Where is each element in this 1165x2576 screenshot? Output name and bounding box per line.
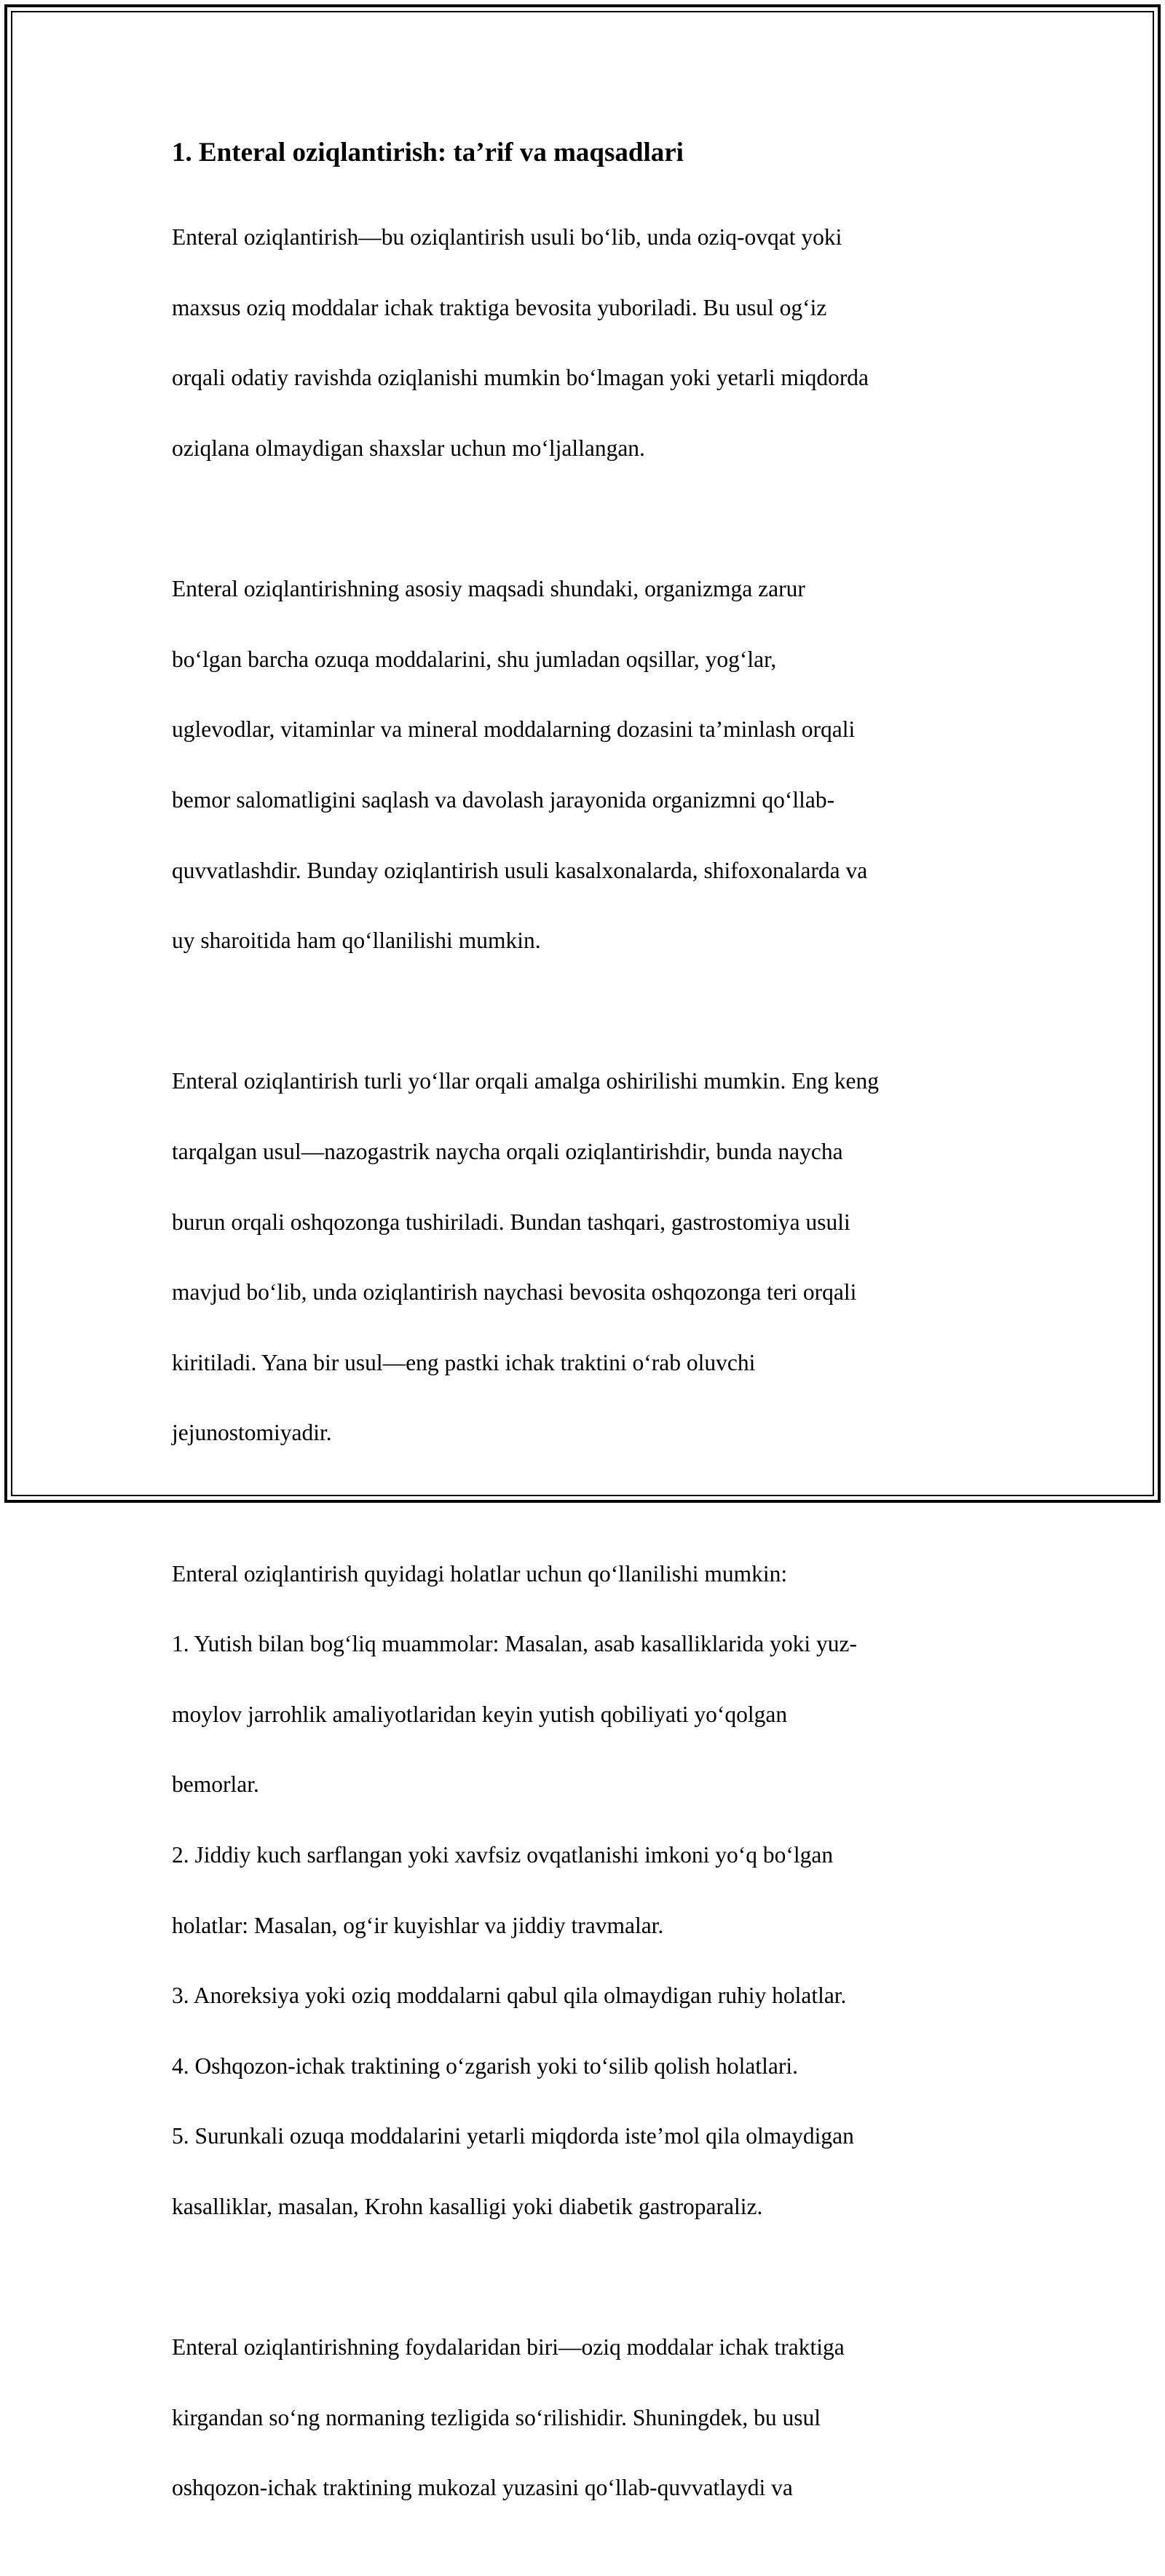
text-line: maxsus oziq moddalar ichak traktiga bevosita yuboriladi. Bu usul og‘iz [172, 294, 827, 320]
text-line: 2. Jiddiy kuch sarflangan yoki xavfsiz ovqatlanishi imkoni yo‘q bo‘lgan [172, 1841, 834, 1868]
text-line: moylov jarrohlik amaliyotlaridan keyin yutish qobiliyati yo‘qolgan [172, 1701, 788, 1727]
text-line: oshqozon-ichak traktining mukozal yuzasini qo‘llab-quvvatlaydi va [172, 2475, 793, 2501]
text-line: 3. Anoreksiya yoki oziq moddalarni qabul qila olmaydigan ruhiy holatlar. [172, 1983, 847, 2009]
text-line: kirgandan so‘ng normaning tezligida so‘rilishidir. Shuningdek, bu usul [172, 2404, 821, 2430]
text-line: 5. Surunkali ozuqa moddalarini yetarli miqdorda iste’mol qila olmaydigan [172, 2123, 854, 2149]
section-heading: 1. Enteral oziqlantirish: ta’rif va maqsadlari [172, 138, 684, 167]
text-line: holatlar: Masalan, og‘ir kuyishlar va jiddiy travmalar. [172, 1912, 664, 1938]
text-line: burun orqali oshqozonga tushiriladi. Bundan tashqari, gastrostomiya usuli [172, 1209, 850, 1235]
text-line: bemor salomatligini saqlash va davolash jarayonida organizmni qo‘llab- [172, 787, 835, 813]
text-line: oziqlana olmaydigan shaxslar uchun mo‘ljallangan. [172, 435, 645, 462]
text-line: Enteral oziqlantirish turli yo‘llar orqali amalga oshirilishi mumkin. Eng keng [172, 1068, 880, 1094]
paragraph-benefits [172, 2295, 1002, 2541]
text-line: uy sharoitida ham qo‘llanilishi mumkin. [172, 928, 541, 954]
text-line: Enteral oziqlantirish quyidagi holatlar uchun qo‘llanilishi mumkin: [172, 1560, 788, 1587]
text-line: uglevodlar, vitaminlar va mineral moddalarning dozasini ta’minlash orqali [172, 716, 856, 743]
paragraph-purpose [172, 537, 1002, 994]
text-line: bemorlar. [172, 1771, 259, 1798]
paragraph-definition [172, 185, 1002, 502]
text-line: 4. Oshqozon-ichak traktining o‘zgarish yoki to‘silib qolish holatlari. [172, 2052, 798, 2079]
text-line: Enteral oziqlantirishning foydalaridan biri—oziq moddalar ichak traktiga [172, 2334, 845, 2360]
document-body [172, 135, 1002, 2576]
text-line: mavjud bo‘lib, unda oziqlantirish naychasi bevosita oshqozonga teri orqali [172, 1279, 857, 1305]
text-line: orqali odatiy ravishda oziqlanishi mumkin bo‘lmagan yoki yetarli miqdorda [172, 365, 869, 391]
text-line: kasalliklar, masalan, Krohn kasalligi yoki diabetik gastroparaliz. [172, 2193, 763, 2219]
text-line: Enteral oziqlantirish—bu oziqlantirish usuli bo‘lib, unda oziq-ovqat yoki [172, 224, 842, 250]
text-line: tarqalgan usul—nazogastrik naycha orqali oziqlantirishdir, bunda naycha [172, 1139, 843, 1165]
text-line: kiritiladi. Yana bir usul—eng pastki ichak traktini o‘rab oluvchi [172, 1349, 756, 1375]
paragraph-indications [172, 1521, 1002, 2259]
text-line: bo‘lgan barcha ozuqa moddalarini, shu jumladan oqsillar, yog‘lar, [172, 646, 777, 672]
text-line: quvvatlashdir. Bunday oziqlantirish usuli kasalxonalarda, shifoxonalarda va [172, 857, 868, 883]
text-line: Enteral oziqlantirishning asosiy maqsadi shundaki, organizmga zarur [172, 576, 805, 602]
paragraph-methods [172, 1029, 1002, 1486]
text-line: jejunostomiyadir. [172, 1420, 332, 1446]
text-line: 1. Yutish bilan bog‘liq muammolar: Masalan, asab kasalliklarida yoki yuz- [172, 1631, 858, 1657]
